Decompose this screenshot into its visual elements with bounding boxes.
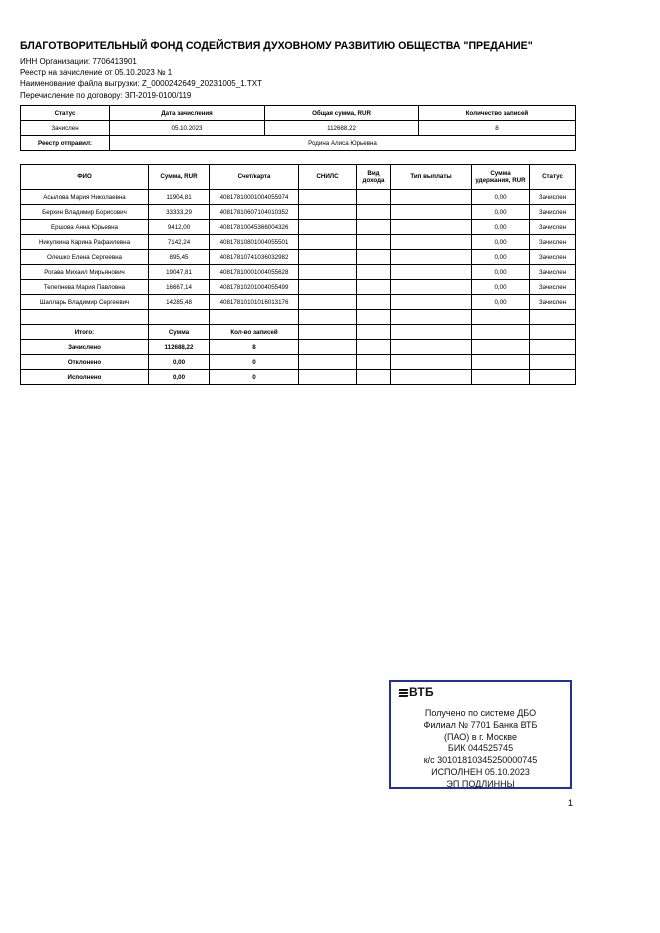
cell-snils	[299, 250, 357, 265]
cell-income-type	[357, 265, 391, 280]
summary-header-total: Общая сумма, RUR	[265, 106, 419, 121]
col-header-account: Счет/карта	[210, 165, 299, 190]
cell-snils	[299, 280, 357, 295]
cell-snils	[299, 295, 357, 310]
totals-label: Зачислено	[21, 340, 149, 355]
empty-cell	[299, 325, 357, 340]
col-header-payment-type: Тип выплаты	[391, 165, 472, 190]
col-header-amount: Сумма, RUR	[149, 165, 210, 190]
empty-cell	[391, 340, 472, 355]
empty-cell	[21, 310, 149, 325]
records-table	[20, 164, 576, 385]
cell-snils	[299, 220, 357, 235]
empty-cell	[530, 355, 576, 370]
empty-cell	[357, 370, 391, 385]
empty-cell	[472, 340, 530, 355]
cell-withholding: 0,00	[472, 295, 530, 310]
stamp-line: Получено по системе ДБО	[424, 708, 537, 718]
summary-count: 8	[419, 121, 576, 136]
cell-withholding: 0,00	[472, 205, 530, 220]
totals-amount: 0,00	[149, 355, 210, 370]
document-meta	[20, 56, 262, 101]
cell-income-type	[357, 250, 391, 265]
cell-account: 40817810801004055501	[210, 235, 299, 250]
empty-cell	[357, 325, 391, 340]
cell-withholding: 0,00	[472, 190, 530, 205]
col-header-withholding: Сумма удержания, RUR	[472, 165, 530, 190]
vtb-logo	[399, 687, 434, 699]
sender-name: Родина Алиса Юрьевна	[110, 136, 576, 151]
cell-name: Шалларь Владимир Сергеевич	[21, 295, 149, 310]
totals-amount: 0,00	[149, 370, 210, 385]
col-header-status: Статус	[530, 165, 576, 190]
cell-income-type	[357, 295, 391, 310]
meta-registry: Реестр на зачисление от 05.10.2023 № 1	[20, 68, 173, 78]
cell-account: 40817810001004055628	[210, 265, 299, 280]
empty-row	[21, 310, 576, 325]
cell-name: Берхин Владимир Борисович	[21, 205, 149, 220]
vtb-logo-icon	[399, 688, 408, 698]
page-number: 1	[568, 798, 574, 808]
summary-sender-row	[21, 136, 576, 151]
empty-cell	[472, 355, 530, 370]
cell-payment-type	[391, 235, 472, 250]
cell-name: Рогава Михаил Мирьянович	[21, 265, 149, 280]
bank-stamp	[389, 680, 572, 789]
totals-count: 0	[210, 370, 299, 385]
summary-table	[20, 105, 576, 151]
stamp-line: Филиал № 7701 Банка ВТБ	[423, 719, 538, 730]
summary-header-count: Количество записей	[419, 106, 576, 121]
cell-amount: 11904,81	[149, 190, 210, 205]
totals-label: Отклонено	[21, 355, 149, 370]
cell-amount: 16667,14	[149, 280, 210, 295]
empty-cell	[210, 310, 299, 325]
stamp-line: ИСПОЛНЕН 05.10.2023	[431, 766, 530, 777]
cell-snils	[299, 235, 357, 250]
totals-header-count: Кол-во записей	[210, 325, 299, 340]
empty-cell	[357, 340, 391, 355]
totals-row-executed	[21, 370, 576, 385]
cell-account: 40817810741036032982	[210, 250, 299, 265]
empty-cell	[299, 340, 357, 355]
cell-amount: 19047,81	[149, 265, 210, 280]
cell-payment-type	[391, 250, 472, 265]
col-header-snils: СНИЛС	[299, 165, 357, 190]
empty-cell	[299, 370, 357, 385]
totals-count: 0	[210, 355, 299, 370]
cell-status: Зачислен	[530, 190, 576, 205]
cell-payment-type	[391, 220, 472, 235]
stamp-line: ЭП ПОДЛИННЫ	[446, 778, 515, 789]
empty-cell	[357, 355, 391, 370]
cell-amount: 14285,48	[149, 295, 210, 310]
empty-cell	[391, 370, 472, 385]
cell-payment-type	[391, 295, 472, 310]
cell-snils	[299, 205, 357, 220]
col-header-income-type: Вид дохода	[357, 165, 391, 190]
table-row	[21, 190, 576, 205]
cell-withholding: 0,00	[472, 235, 530, 250]
empty-cell	[530, 325, 576, 340]
table-row	[21, 250, 576, 265]
table-row	[21, 220, 576, 235]
meta-inn: ИНН Организации: 7706413901	[20, 57, 137, 66]
meta-contract: Перечисление по договору: ЗП-2019-0100/119	[20, 90, 192, 100]
cell-withholding: 0,00	[472, 265, 530, 280]
cell-income-type	[357, 220, 391, 235]
summary-date: 05.10.2023	[110, 121, 265, 136]
document-title: БЛАГОТВОРИТЕЛЬНЫЙ ФОНД СОДЕЙСТВИЯ ДУХОВНОМУ РАЗВИТИЮ ОБЩЕСТВА "ПРЕДАНИЕ"	[20, 40, 533, 52]
totals-row-rejected	[21, 355, 576, 370]
stamp-line: к/с 30101810345250000745	[423, 755, 538, 766]
empty-cell	[299, 310, 357, 325]
empty-cell	[472, 370, 530, 385]
empty-cell	[530, 340, 576, 355]
stamp-text	[391, 708, 570, 791]
cell-status: Зачислен	[530, 250, 576, 265]
empty-cell	[149, 310, 210, 325]
stamp-line: БИК 044525745	[447, 743, 514, 754]
cell-name: Олешко Елена Сергеевна	[21, 250, 149, 265]
empty-cell	[530, 370, 576, 385]
cell-withholding: 0,00	[472, 280, 530, 295]
cell-income-type	[357, 280, 391, 295]
cell-account: 40817810201004055499	[210, 280, 299, 295]
cell-withholding: 0,00	[472, 220, 530, 235]
records-header-row	[21, 165, 576, 190]
cell-payment-type	[391, 205, 472, 220]
cell-withholding: 0,00	[472, 250, 530, 265]
cell-amount: 33333,29	[149, 205, 210, 220]
cell-snils	[299, 190, 357, 205]
cell-name: Асылова Мария Николаевна	[21, 190, 149, 205]
totals-row-credited	[21, 340, 576, 355]
empty-cell	[472, 310, 530, 325]
cell-status: Зачислен	[530, 235, 576, 250]
totals-header-label: Итого:	[21, 325, 149, 340]
cell-name: Ершова Анна Юрьевна	[21, 220, 149, 235]
cell-status: Зачислен	[530, 205, 576, 220]
empty-cell	[391, 310, 472, 325]
table-row	[21, 295, 576, 310]
totals-label: Исполнено	[21, 370, 149, 385]
summary-header-status: Статус	[21, 106, 110, 121]
cell-account: 40817810101016013176	[210, 295, 299, 310]
totals-header-amount: Сумма	[149, 325, 210, 340]
cell-snils	[299, 265, 357, 280]
cell-account: 40817810607104010352	[210, 205, 299, 220]
empty-cell	[357, 310, 391, 325]
cell-income-type	[357, 190, 391, 205]
cell-income-type	[357, 205, 391, 220]
cell-income-type	[357, 235, 391, 250]
cell-amount: 895,45	[149, 250, 210, 265]
cell-name: Телепнева Мария Павловна	[21, 280, 149, 295]
summary-header-date: Дата зачисления	[110, 106, 265, 121]
cell-status: Зачислен	[530, 280, 576, 295]
summary-values-row	[21, 121, 576, 136]
empty-cell	[530, 310, 576, 325]
summary-header-row	[21, 106, 576, 121]
totals-count: 8	[210, 340, 299, 355]
empty-cell	[391, 355, 472, 370]
summary-total: 112688,22	[265, 121, 419, 136]
cell-payment-type	[391, 190, 472, 205]
table-row	[21, 205, 576, 220]
sender-label: Реестр отправил:	[21, 136, 110, 151]
table-row	[21, 265, 576, 280]
cell-amount: 7142,24	[149, 235, 210, 250]
vtb-logo-text: ВТБ	[409, 685, 434, 699]
table-row	[21, 235, 576, 250]
totals-header-row	[21, 325, 576, 340]
table-row	[21, 280, 576, 295]
empty-cell	[299, 355, 357, 370]
empty-cell	[472, 325, 530, 340]
meta-file-name: Наименование файла выгрузки: Z_0000242649_20231005_1.TXT	[20, 79, 262, 89]
cell-payment-type	[391, 265, 472, 280]
cell-account: 40817810045366004326	[210, 220, 299, 235]
stamp-line: (ПАО) в г. Москве	[444, 731, 517, 742]
summary-status: Зачислен	[21, 121, 110, 136]
cell-status: Зачислен	[530, 265, 576, 280]
cell-payment-type	[391, 280, 472, 295]
cell-account: 40817810001004055974	[210, 190, 299, 205]
cell-status: Зачислен	[530, 295, 576, 310]
cell-amount: 9412,00	[149, 220, 210, 235]
cell-status: Зачислен	[530, 220, 576, 235]
empty-cell	[391, 325, 472, 340]
totals-amount: 112688,22	[149, 340, 210, 355]
col-header-name: ФИО	[21, 165, 149, 190]
cell-name: Никулкина Карина Рафаилевна	[21, 235, 149, 250]
